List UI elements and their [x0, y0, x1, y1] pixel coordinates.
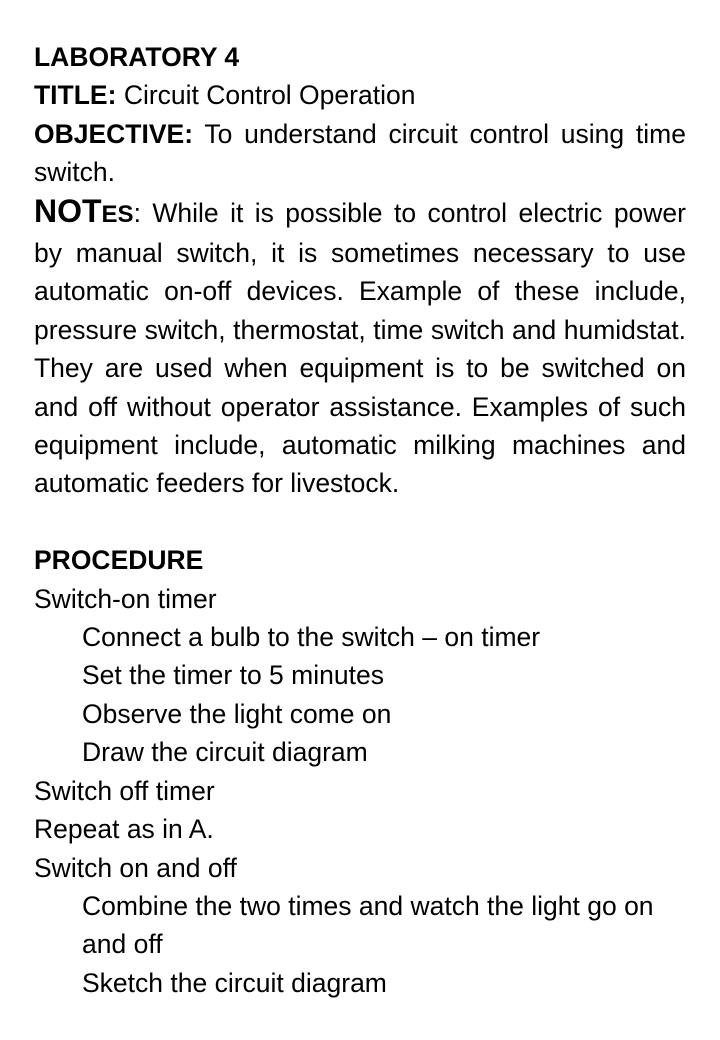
section-a-step: Observe the light come on [82, 698, 392, 729]
title-label: TITLE: [34, 80, 117, 111]
section-a-step: Connect a bulb to the switch – on timer [82, 622, 541, 653]
section-b-note: Repeat as in A. [34, 814, 214, 845]
notes-colon: : [133, 197, 141, 228]
objective-paragraph [34, 115, 686, 192]
notes-paragraph [34, 192, 686, 503]
procedure-heading: PROCEDURE [34, 545, 204, 576]
section-c-heading: Switch on and off [34, 852, 237, 883]
title-line [34, 76, 686, 114]
notes-label-small: ES [101, 200, 134, 228]
section-a-step: Draw the circuit diagram [82, 737, 368, 768]
spacer [34, 503, 686, 541]
section-c-step: Sketch the circuit diagram [82, 967, 387, 998]
notes-text: While it is possible to control electric power by manual switch, it is sometimes necessary to use automatic on-off devices. Example of these include, pressure switch, thermostat, time switch and humidstat. They are used when equipment is to be switched on and off without operator assistance. Examples of such equipment include, automatic milking machines and automatic feeders for livestock. [34, 197, 686, 499]
lab-heading: LABORATORY 4 [34, 42, 240, 72]
section-a-heading: Switch-on timer [34, 583, 217, 614]
section-a-step: Set the timer to 5 minutes [82, 660, 384, 691]
objective-label: OBJECTIVE: [34, 118, 194, 149]
title-text: Circuit Control Operation [123, 80, 416, 111]
objective-text: To understand circuit control using time switch. [34, 118, 686, 188]
lab-sheet [34, 38, 686, 1002]
section-c-step: Combine the two times and watch the light go on and off [82, 890, 654, 960]
section-b-heading: Switch off timer [34, 775, 215, 806]
notes-label-large: NOT [34, 192, 102, 229]
